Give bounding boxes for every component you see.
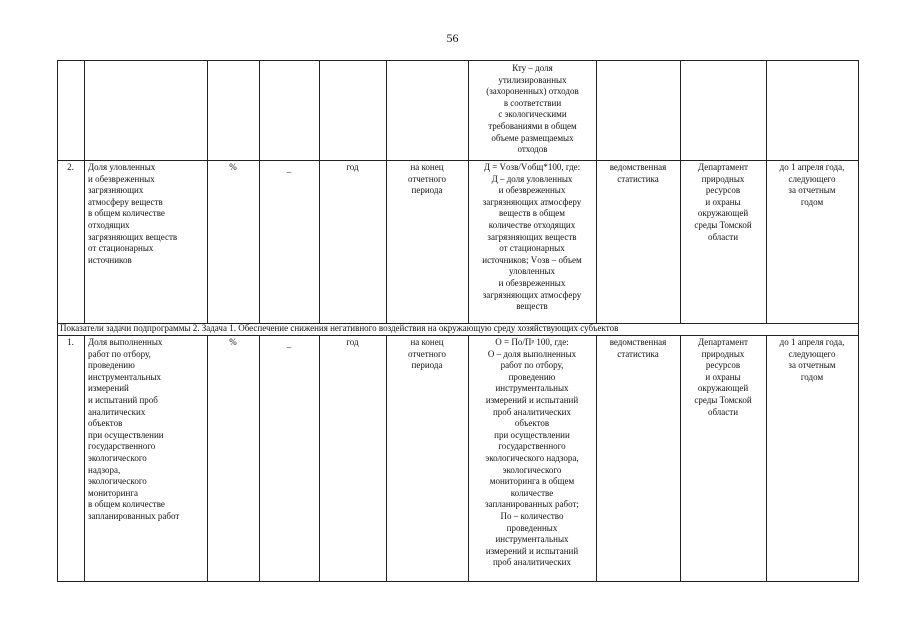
row2-data-source: ведомственная статистика (609, 162, 667, 184)
row2-number: 2. (67, 162, 74, 172)
row1-responsible: Департамент природных ресурсов и охраны окружающей среды Томской области (694, 337, 752, 417)
column-divider (386, 335, 387, 582)
row1-unit: % (229, 337, 237, 347)
table-border-left (57, 60, 58, 582)
row1-indicator-name: Доля выполненных работ по отбору, проведению инструментальных измерений и испытаний проб аналитических объектов при осуществлении государственного экологического надзора, экологического мониторинга в общем количестве запланированных работ (88, 337, 180, 521)
row-divider (57, 335, 859, 336)
column-divider (207, 335, 208, 582)
row2-responsible: Департамент природных ресурсов и охраны окружающей среды Томской области (694, 162, 752, 242)
row1-number: 1. (67, 337, 74, 347)
column-divider (84, 335, 85, 582)
row2-formula: Д = Vозв/Vобщ*100, где: Д – доля уловленных и обезвреженных загрязняющих атмосферу веществ в общем количестве отходящих загрязняющих веществ от стационарных источников; Vозв – объем уловленных и обезвреженных загрязняющих атмосферу веществ (482, 162, 582, 312)
column-divider (596, 335, 597, 582)
row2-direction: _ (286, 164, 292, 174)
row2-time-type: на конец отчетного периода (407, 162, 447, 196)
column-divider (259, 60, 260, 323)
top-row-formula: Кту – доля утилизированных (захороненных) отходов в соответствии с экологическими требованиями в общем объеме размещаемых отходов (486, 63, 579, 155)
row1-periodicity: год (346, 337, 359, 347)
section-header: Показатели задачи подпрограммы 2. Задача 1. Обеспечение снижения негативного воздействия на окружающую среду хозяйствующих субъектов (60, 323, 619, 333)
table-border-right (858, 60, 859, 582)
row1-formula: О = По/Пᵖ 100, где: О – доля выполненных работ по отбору, проведению инструментальных измерений и испытаний проб аналитических объектов при осуществлении государственного экологического надзора, экологического мониторинга в общем количестве запланированных работ; По – количество проведенных инструментальных измерений и испытаний проб аналитических (485, 337, 579, 568)
column-divider (84, 60, 85, 323)
row2-unit: % (229, 162, 237, 172)
row1-time-type: на конец отчетного периода (407, 337, 447, 371)
row2-deadline: до 1 апреля года, следующего за отчетным годом (779, 162, 845, 207)
row1-deadline: до 1 апреля года, следующего за отчетным годом (779, 337, 845, 382)
row1-data-source: ведомственная статистика (609, 337, 667, 359)
column-divider (207, 60, 208, 323)
row-divider (57, 160, 859, 161)
row2-periodicity: год (346, 162, 359, 172)
row2-indicator-name: Доля уловленных и обезвреженных загрязняющих атмосферу веществ в общем количестве отходящих загрязняющих веществ от стационарных источников (88, 162, 178, 265)
indicator-table (57, 60, 859, 582)
column-divider (319, 335, 320, 582)
table-border-bottom (57, 581, 859, 582)
column-divider (319, 60, 320, 323)
page-number: 56 (446, 31, 459, 45)
column-divider (259, 335, 260, 582)
table-border-top (57, 60, 859, 61)
row1-direction: _ (286, 339, 292, 349)
column-divider (596, 60, 597, 323)
